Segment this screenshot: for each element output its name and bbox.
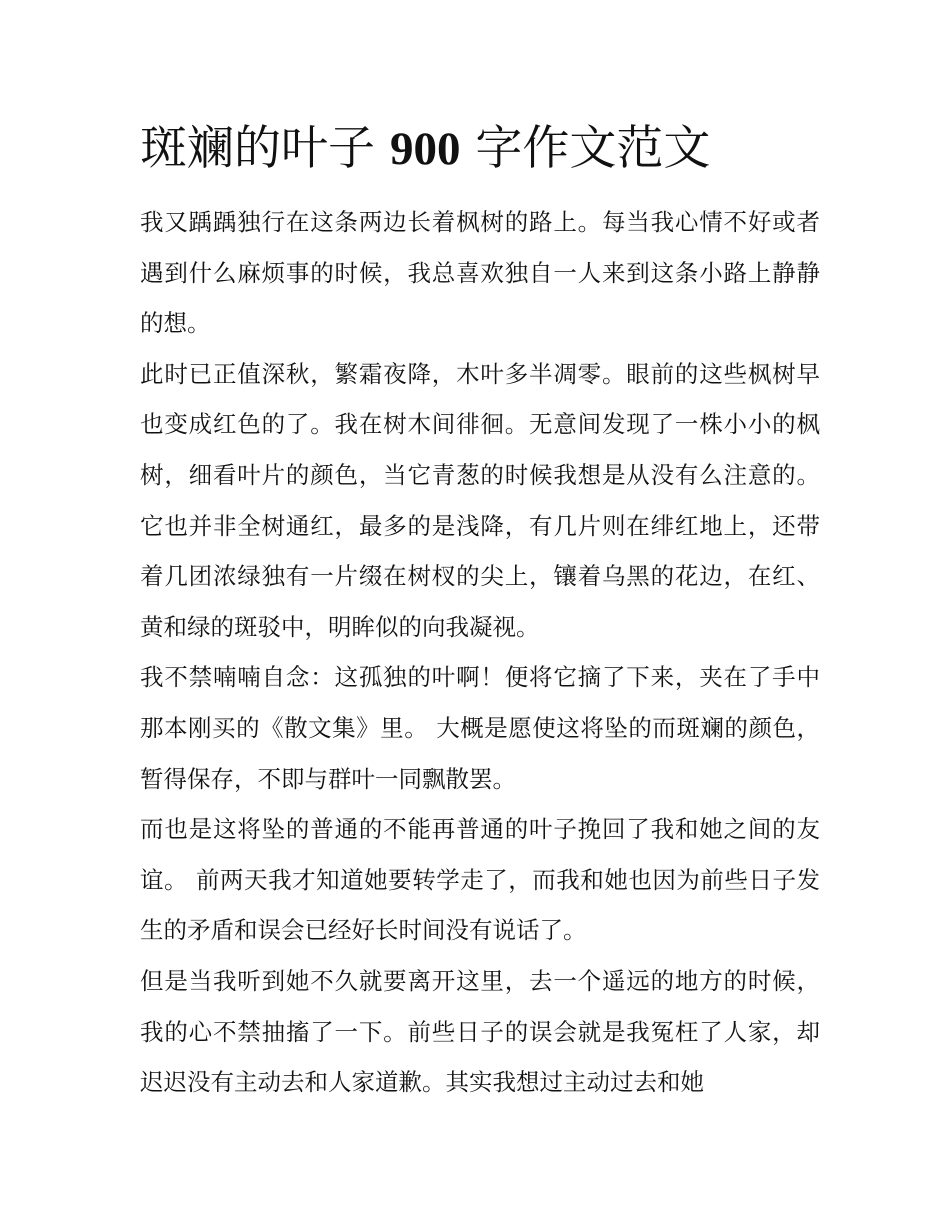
- paragraph-4: 而也是这将坠的普通的不能再普通的叶子挽回了我和她之间的友谊。 前两天我才知道她要转学走了，而我和她也因为前些日子发生的矛盾和误会已经好长时间没有说话了。: [140, 815, 820, 945]
- title-text-before: 斑斓的叶子: [140, 121, 390, 176]
- paragraph-3: 我不禁喃喃自念：这孤独的叶啊！便将它摘了下来，夹在了手中那本刚买的《散文集》里。 大概是愿使这将坠的而斑斓的颜色，暂得保存，不即与群叶一同飘散罢。: [140, 663, 820, 793]
- title-number: 900: [389, 123, 461, 175]
- paragraph-2: 此时已正值深秋，繁霜夜降，木叶多半凋零。眼前的这些枫树早也变成红色的了。我在树木间徘徊。无意间发现了一株小小的枫树，细看叶片的颜色，当它青葱的时候我想是从没有么注意的。它也并非全树通红，最多的是浅降，有几片则在绯红地上，还带着几团浓绿独有一片缀在树杈的尖上，镶着乌黑的花边，在红、黄和绿的斑驳中，明眸似的向我凝视。: [140, 359, 820, 641]
- document-content: [140, 118, 820, 1108]
- title-text-after: 字作文范文: [460, 121, 711, 176]
- paragraph-1: 我又踽踽独行在这条两边长着枫树的路上。每当我心情不好或者遇到什么麻烦事的时候，我总喜欢独自一人来到这条小路上静静的想。: [140, 208, 820, 338]
- document-title: [140, 118, 820, 180]
- document-body: [140, 197, 820, 1108]
- paragraph-5: 但是当我听到她不久就要离开这里，去一个遥远的地方的时候，我的心不禁抽搐了一下。前些日子的误会就是我冤枉了人家，却迟迟没有主动去和人家道歉。其实我想过主动过去和她: [140, 966, 820, 1097]
